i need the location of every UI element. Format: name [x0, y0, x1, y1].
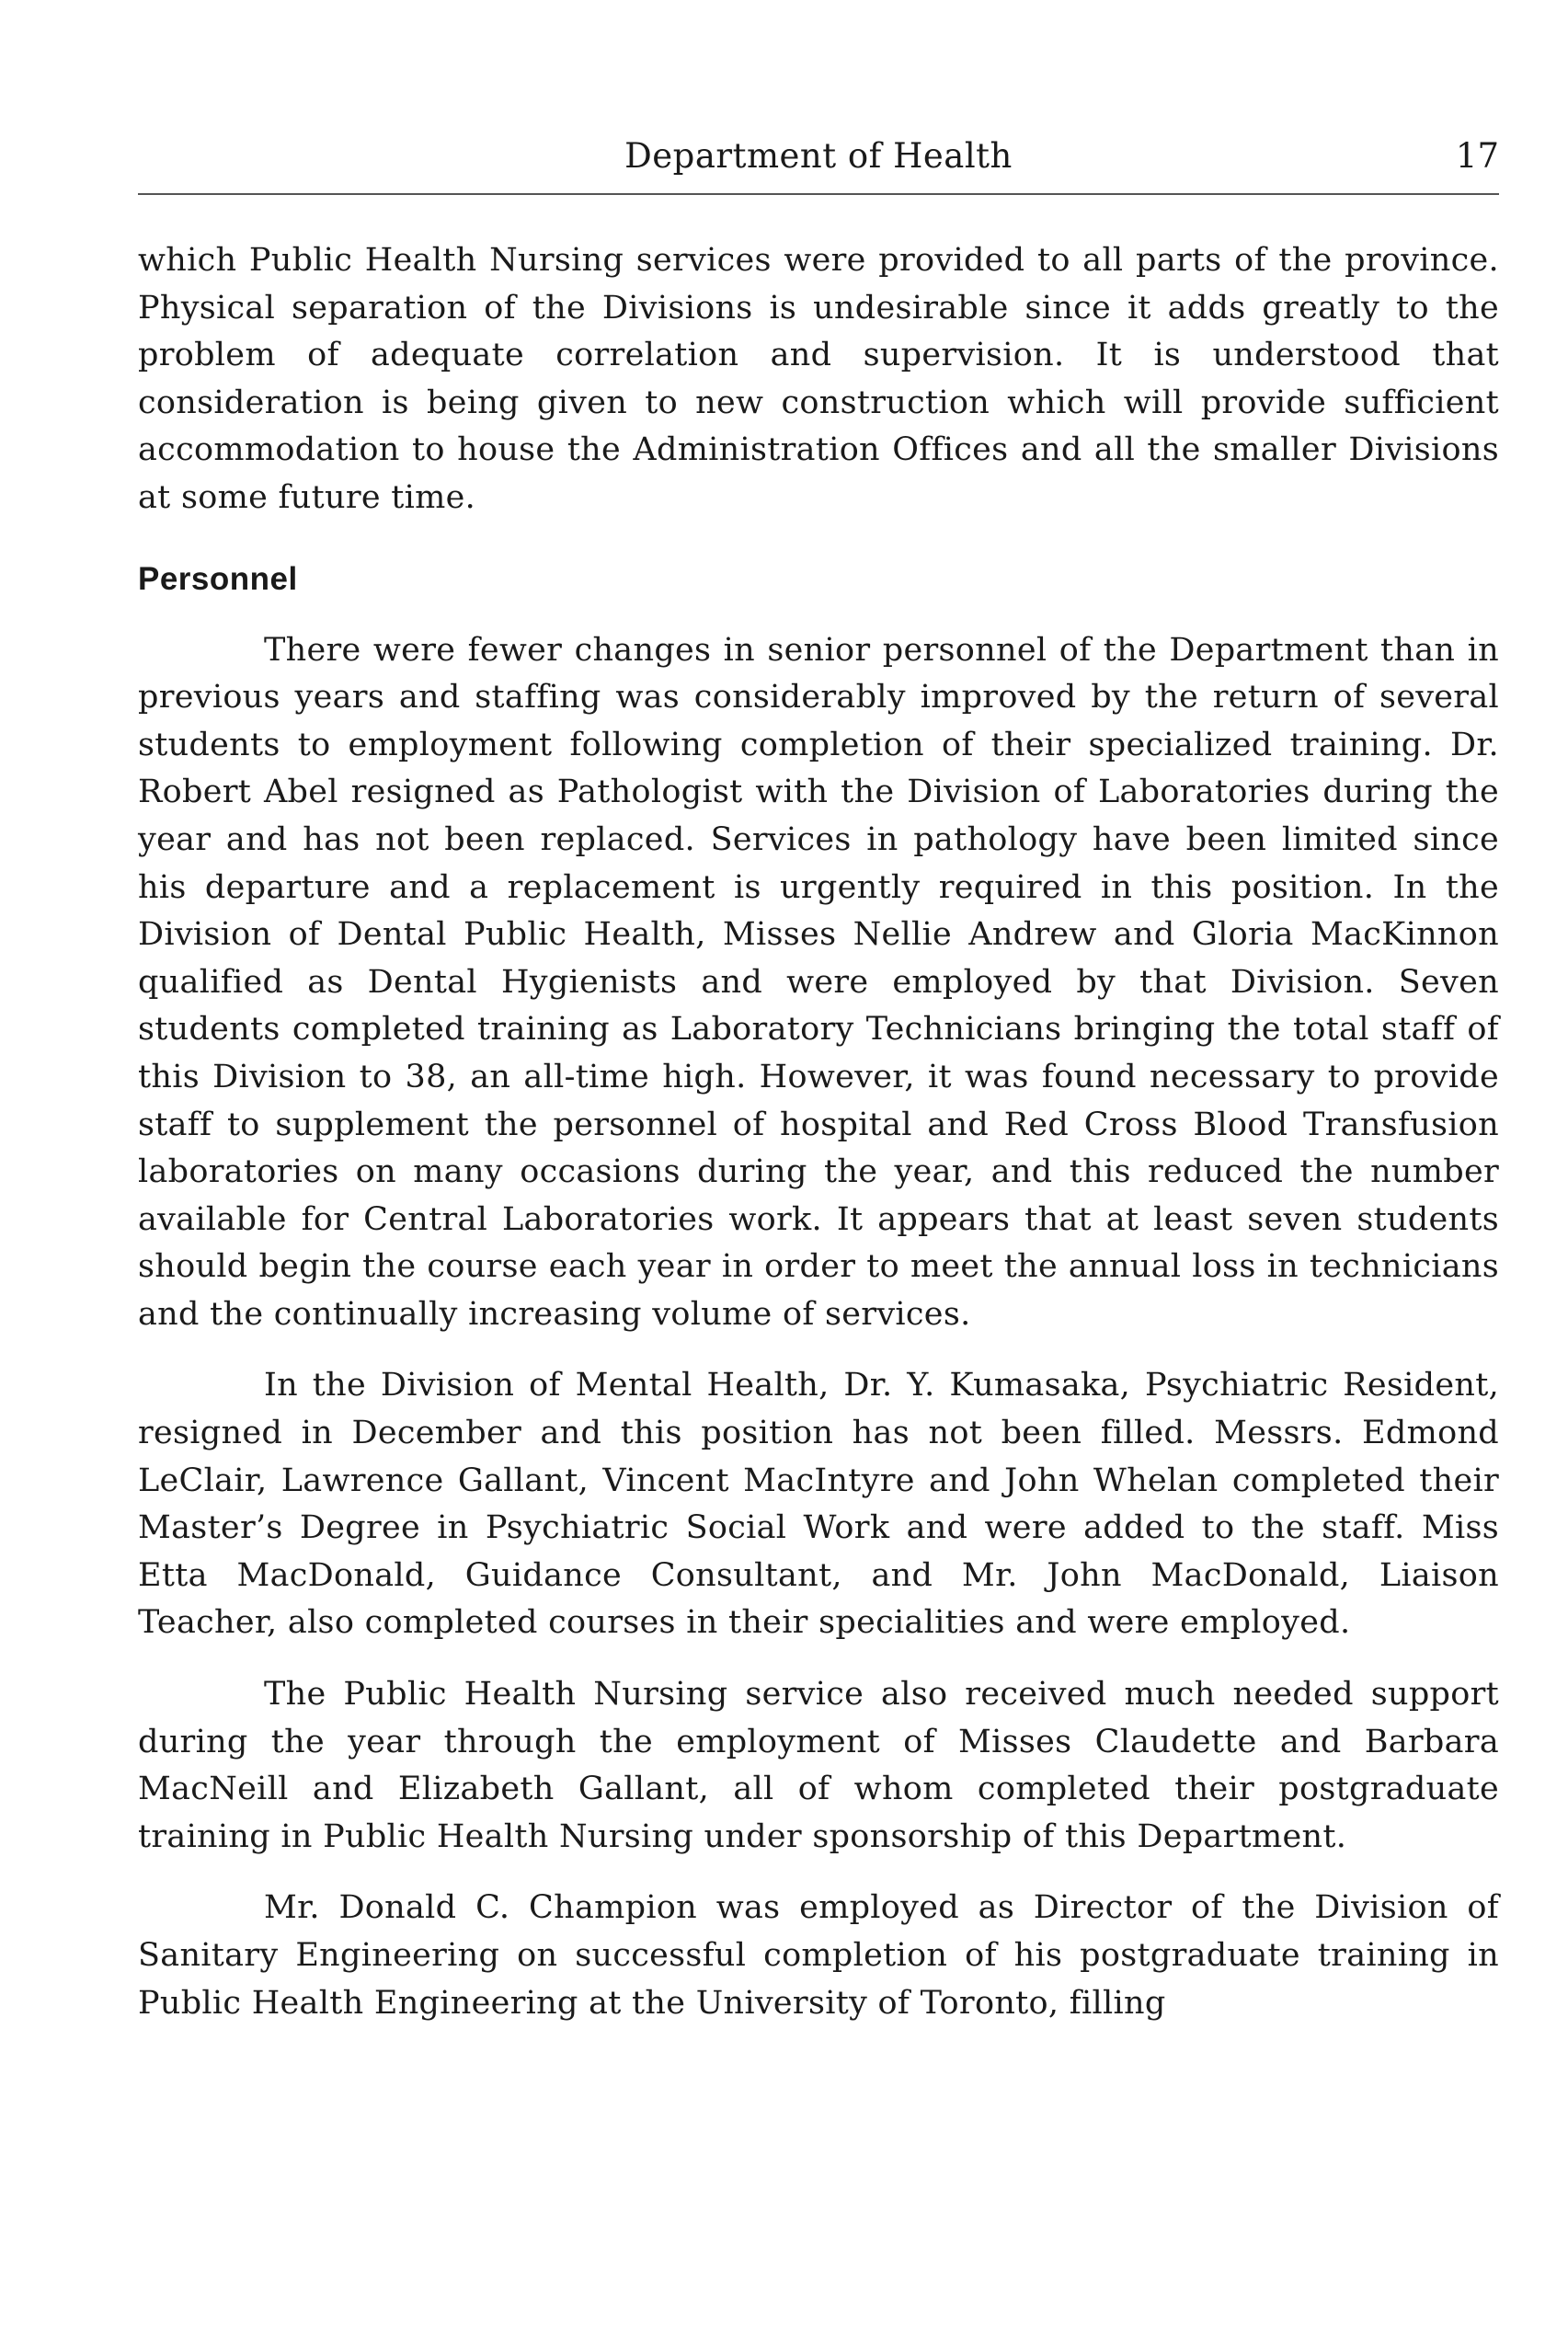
section-heading-personnel: Personnel	[138, 560, 298, 597]
page-number: 17	[1455, 136, 1499, 176]
body-text	[138, 237, 1499, 2027]
paragraph-mental-health: In the Division of Mental Health, Dr. Y. Kumasaka, Psychiatric Resident, resigned in December and this position has not been filled. Messrs. Edmond LeClair, Lawrence Gallant, Vincent MacIntyre and John Whelan completed their Master’s Degree in Psychiatric Social Work and were added to the staff. Miss Etta MacDonald, Guidance Consultant, and Mr. John MacDonald, Liaison Teacher, also completed courses in their specialities and were employed.	[138, 1367, 1499, 1642]
paragraph-continuation: which Public Health Nursing services were provided to all parts of the province. Physical separation of the Divisions is undesirable since it adds greatly to the problem of adequate correlation and supervision. It is understood that consideration is being given to new construction which will provide sufficient accommodation to house the Administration Offices and all the smaller Divisions at some future time.	[138, 242, 1499, 516]
paragraph-sanitary-engineering: Mr. Donald C. Champion was employed as Director of the Division of Sanitary Engineering on successful completion of his postgraduate training in Public Health Engineering at the University of Toronto, filling	[138, 1889, 1499, 2022]
running-header	[138, 129, 1499, 184]
running-title: Department of Health	[624, 136, 1013, 176]
header-rule	[138, 193, 1499, 195]
paragraph-public-health-nursing: The Public Health Nursing service also received much needed support during the year through the employment of Misses Claudette and Barbara MacNeill and Elizabeth Gallant, all of whom completed their postgraduate training in Public Health Nursing under sponsorship of this Department.	[138, 1676, 1499, 1855]
paragraph-personnel-changes: There were fewer changes in senior personnel of the Department than in previous years and staffing was considerably improved by the return of several students to employment following completion of their specialized training. Dr. Robert Abel resigned as Pathologist with the Division of Laboratories during the year and has not been replaced. Services in pathology have been limited since his departure and a replacement is urgently required in this position. In the Division of Dental Public Health, Misses Nellie Andrew and Gloria MacKinnon qualified as Dental Hygienists and were employed by that Division. Seven students completed training as Laboratory Technicians bringing the total staff of this Division to 38, an all-time high. However, it was found necessary to provide staff to supplement the personnel of hospital and Red Cross Blood Transfusion laboratories on many occasions during the year, and this reduced the number available for Central Laboratories work. It appears that at least seven students should begin the course each year in order to meet the annual loss in technicians and the continually increasing volume of services.	[138, 631, 1499, 1333]
